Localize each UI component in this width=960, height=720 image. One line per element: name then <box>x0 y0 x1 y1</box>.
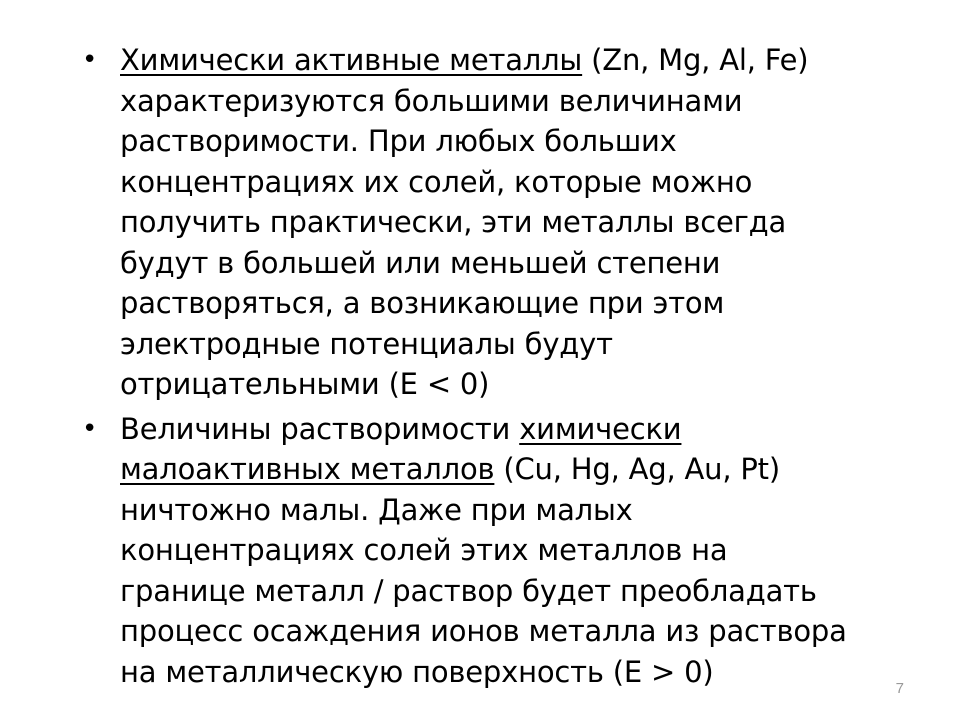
text-line: ничтожно малы. Даже при малых <box>120 492 633 527</box>
underlined-term: химически <box>519 411 682 446</box>
text-span: (Cu, Hg, Ag, Au, Pt) <box>494 452 780 486</box>
underlined-term: Химически активные металлы <box>120 43 583 77</box>
text-line: концентрациях солей этих металлов на <box>120 533 728 567</box>
text-line: будут в большей или меньшей степени <box>120 245 721 280</box>
text-line: электродные потенциалы будут <box>120 326 613 361</box>
text-line: процесс осаждения ионов металла из раствора <box>120 614 847 648</box>
bullet-icon: • <box>82 413 98 444</box>
bullet-item <box>82 409 900 693</box>
text-line: границе металл / раствор будет преобладать <box>120 573 817 608</box>
text-line: концентрациях их солей, которые можно <box>120 164 753 199</box>
text-line: отрицательными (Е < 0) <box>120 367 490 401</box>
bullet-list <box>82 40 900 696</box>
text-line <box>120 409 900 450</box>
text-line: растворяться, а возникающие при этом <box>120 286 725 320</box>
text-line <box>120 449 900 490</box>
underlined-term: малоактивных металлов <box>120 452 495 486</box>
page-number: 7 <box>895 680 904 697</box>
text-span: (Zn, Mg, Al, Fe) <box>582 43 809 77</box>
text-span: Величины растворимости <box>120 411 520 446</box>
bullet-item <box>82 40 900 405</box>
bullet-icon: • <box>82 45 98 75</box>
text-line: растворимости. При любых больших <box>120 124 677 158</box>
text-line <box>120 40 900 81</box>
text-line: на металлическую поверхность (Е > 0) <box>120 654 714 689</box>
text-line: получить практически, эти металлы всегда <box>120 205 787 239</box>
text-line: характеризуются большими величинами <box>120 83 743 118</box>
